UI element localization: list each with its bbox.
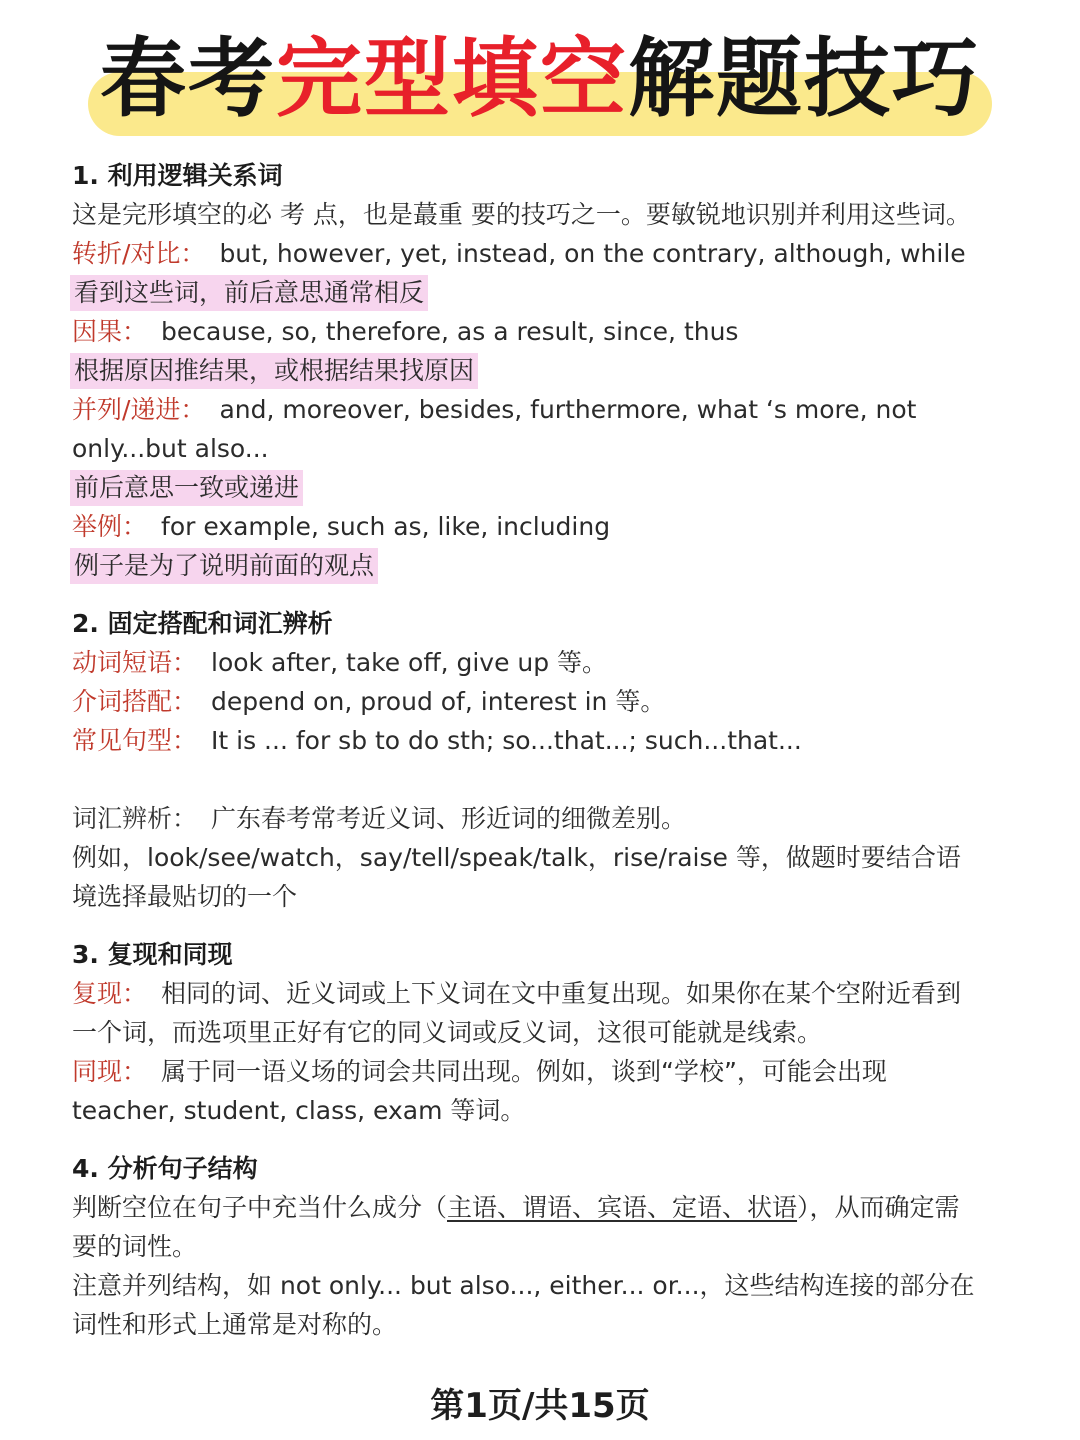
s2-example-line-1: 例如，look/see/watch，say/tell/speak/talk，rise/raise 等，做题时要结合语 <box>72 843 961 872</box>
title-part-3: 解题技巧 <box>628 29 980 129</box>
s3-cooccurrence-text: 属于同一语义场的词会共同出现。例如，谈到“学校”，可能会出现 <box>161 1057 887 1086</box>
s2-example-line-2: 境选择最贴切的一个 <box>72 882 298 911</box>
s3-cooccurrence-label: 同现： <box>72 1057 148 1086</box>
title-part-2-red: 完型填空 <box>276 29 628 129</box>
s4-line-1-pre: 判断空位在句子中充当什么成分（ <box>72 1193 448 1222</box>
title-part-1: 春考 <box>100 29 276 129</box>
s2-item-text: look after, take off, give up 等。 <box>211 648 608 677</box>
s3-repetition-line-2: 一个词，而选项里正好有它的同义词或反义词，这很可能就是线索。 <box>72 1018 823 1047</box>
s2-vocab-line <box>72 799 1040 838</box>
s2-item-text: depend on, proud of, interest in 等。 <box>211 687 666 716</box>
s1-item-example <box>72 507 1040 546</box>
s1-item-label: 举例： <box>72 512 148 541</box>
s2-item-label: 介词搭配： <box>72 687 198 716</box>
s4-underlined-components: 主语、谓语、宾语、定语、状语 <box>447 1193 798 1222</box>
s4-line-1-post: ），从而确定需 <box>797 1193 960 1222</box>
s1-item-contrast <box>72 234 1040 273</box>
s4-line-3: 注意并列结构，如 not only... but also..., either... or...，这些结构连接的部分在 <box>72 1271 975 1300</box>
s4-line-2: 要的词性。 <box>72 1232 198 1261</box>
s3-repetition-text: 相同的词、近义词或上下义词在文中重复出现。如果你在某个空附近看到 <box>161 979 962 1008</box>
s2-item-sentence-pattern <box>72 721 1040 760</box>
s3-repetition-label: 复现： <box>72 979 148 1008</box>
s2-vocab-text: 广东春考常考近义词、形近词的细微差别。 <box>211 804 687 833</box>
s1-item-words: and, moreover, besides, furthermore, what ‘s more, not <box>219 395 917 424</box>
section-4-heading: 4. 分析句子结构 <box>72 1154 258 1183</box>
s2-item-label: 动词短语： <box>72 648 198 677</box>
section-2-heading: 2. 固定搭配和词汇辨析 <box>72 609 333 638</box>
s1-item-label: 并列/递进： <box>72 395 206 424</box>
title-block <box>0 18 1080 138</box>
section-3-heading: 3. 复现和同现 <box>72 940 233 969</box>
s1-item-words: because, so, therefore, as a result, since, thus <box>161 317 739 346</box>
s1-item-note-highlight: 例子是为了说明前面的观点 <box>70 548 378 584</box>
s1-item-words-cont: only...but also... <box>72 434 269 463</box>
s1-item-label: 因果： <box>72 317 148 346</box>
s1-item-label: 转折/对比： <box>72 239 206 268</box>
s1-item-note-highlight: 前后意思一致或递进 <box>70 470 303 506</box>
s3-repetition-line-1 <box>72 974 1040 1013</box>
section-1-heading: 1. 利用逻辑关系词 <box>72 161 283 190</box>
s2-item-label: 常见句型： <box>72 726 198 755</box>
s2-item-text: It is ... for sb to do sth; so...that...; such...that... <box>211 726 802 755</box>
s1-item-words: for example, such as, like, including <box>161 512 611 541</box>
s1-item-note-highlight: 根据原因推结果，或根据结果找原因 <box>70 353 478 389</box>
section-1-intro: 这是完形填空的必 考 点，也是蕞重 要的技巧之一。要敏锐地识别并利用这些词。 <box>72 200 971 229</box>
s1-item-words: but, however, yet, instead, on the contrary, although, while <box>219 239 966 268</box>
s1-item-parallel <box>72 390 1040 429</box>
s2-item-prep-collocation <box>72 682 1040 721</box>
s1-item-cause <box>72 312 1040 351</box>
s4-line-4: 词性和形式上通常是对称的。 <box>72 1310 398 1339</box>
content-body <box>72 156 1040 1344</box>
s2-item-verb-phrase <box>72 643 1040 682</box>
s4-line-1 <box>72 1188 1040 1227</box>
s3-cooccurrence-line-1 <box>72 1052 1040 1091</box>
page-number: 第1页/共15页 <box>430 1386 650 1426</box>
s2-vocab-label: 词汇辨析： <box>72 804 198 833</box>
s3-cooccurrence-line-2: teacher, student, class, exam 等词。 <box>72 1096 526 1125</box>
page-title <box>0 24 1080 134</box>
s1-item-note-highlight: 看到这些词，前后意思通常相反 <box>70 275 428 311</box>
